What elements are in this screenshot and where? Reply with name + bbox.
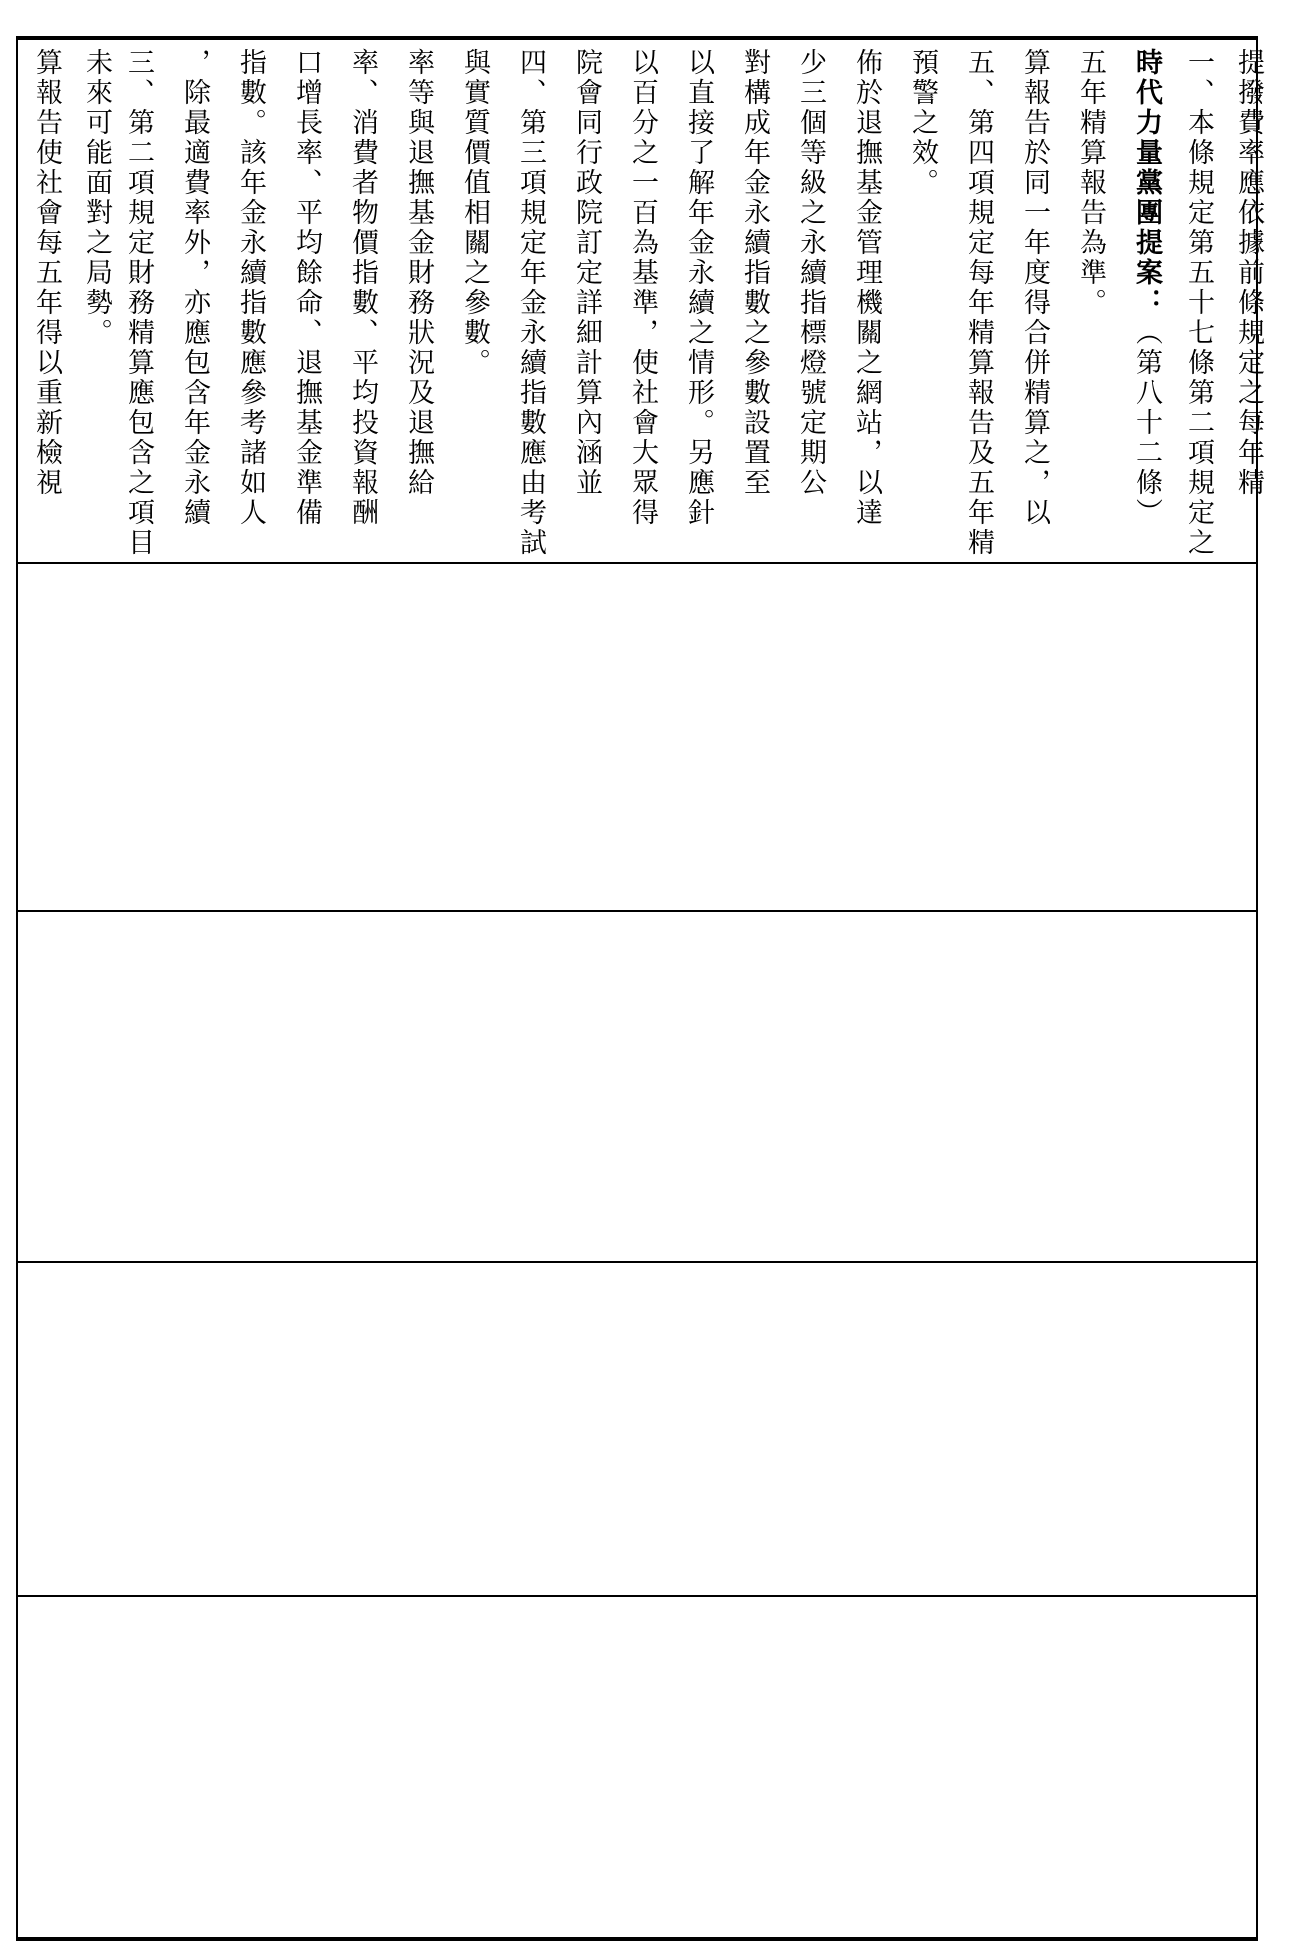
empty-cell [18,1263,1256,1595]
proposal-party: 時代力量黨團提案： [1131,48,1162,318]
text-column: 率、消費者物價指數、平均投資報酬 [347,48,378,528]
text-column: 以直接了解年金永續之情形。另應針 [683,48,714,528]
text-column: 五年精算報告為準。 [1075,48,1106,318]
text-column: 指數。該年金永續指數應參考諸如人 [235,48,266,528]
text-column: 率等與退撫基金財務狀況及退撫給 [403,48,434,498]
empty-cell [18,912,1256,1261]
empty-cell [18,564,1256,910]
text-column: ，除最適費率外，亦應包含年金永續 [179,48,210,528]
text-column: 口增長率、平均餘命、退撫基金準備 [291,48,322,528]
table-bottom-border [16,1937,1258,1941]
explanation-text [26,48,1264,558]
text-column: 算報告使社會每五年得以重新檢視 [31,48,62,498]
text-column: 三、第二項規定財務精算應包含之項目 [123,48,154,558]
text-column: 四、第三項規定年金永續指數應由考試 [515,48,546,558]
proposal-text-column: 提撥費率應依據前條規定之每年精 [1233,48,1264,498]
text-column: 算報告於同一年度得合併精算之，以 [1019,48,1050,528]
proposal-text-column: 一、本條規定第五十七條第二項規定之 [1183,48,1214,558]
text-column: 院會同行政院訂定詳細計算內涵並 [571,48,602,498]
proposal-article: （第八十二條） [1131,318,1162,528]
text-column: 對構成年金永續指數之參數設置至 [739,48,770,498]
text-column: 未來可能面對之局勢。 [81,48,112,348]
text-column: 佈於退撫基金管理機關之網站，以達 [851,48,882,528]
text-column: 五、第四項規定每年精算報告及五年精 [963,48,994,558]
text-column: 少三個等級之永續指標燈號定期公 [795,48,826,498]
text-column: 與實質價值相關之參數。 [459,48,490,378]
text-column: 預警之效。 [907,48,938,198]
empty-cell [18,1597,1256,1937]
table-top-border [16,36,1258,40]
proposal-heading [1126,48,1166,558]
text-column: 以百分之一百為基準，使社會大眾得 [627,48,658,528]
